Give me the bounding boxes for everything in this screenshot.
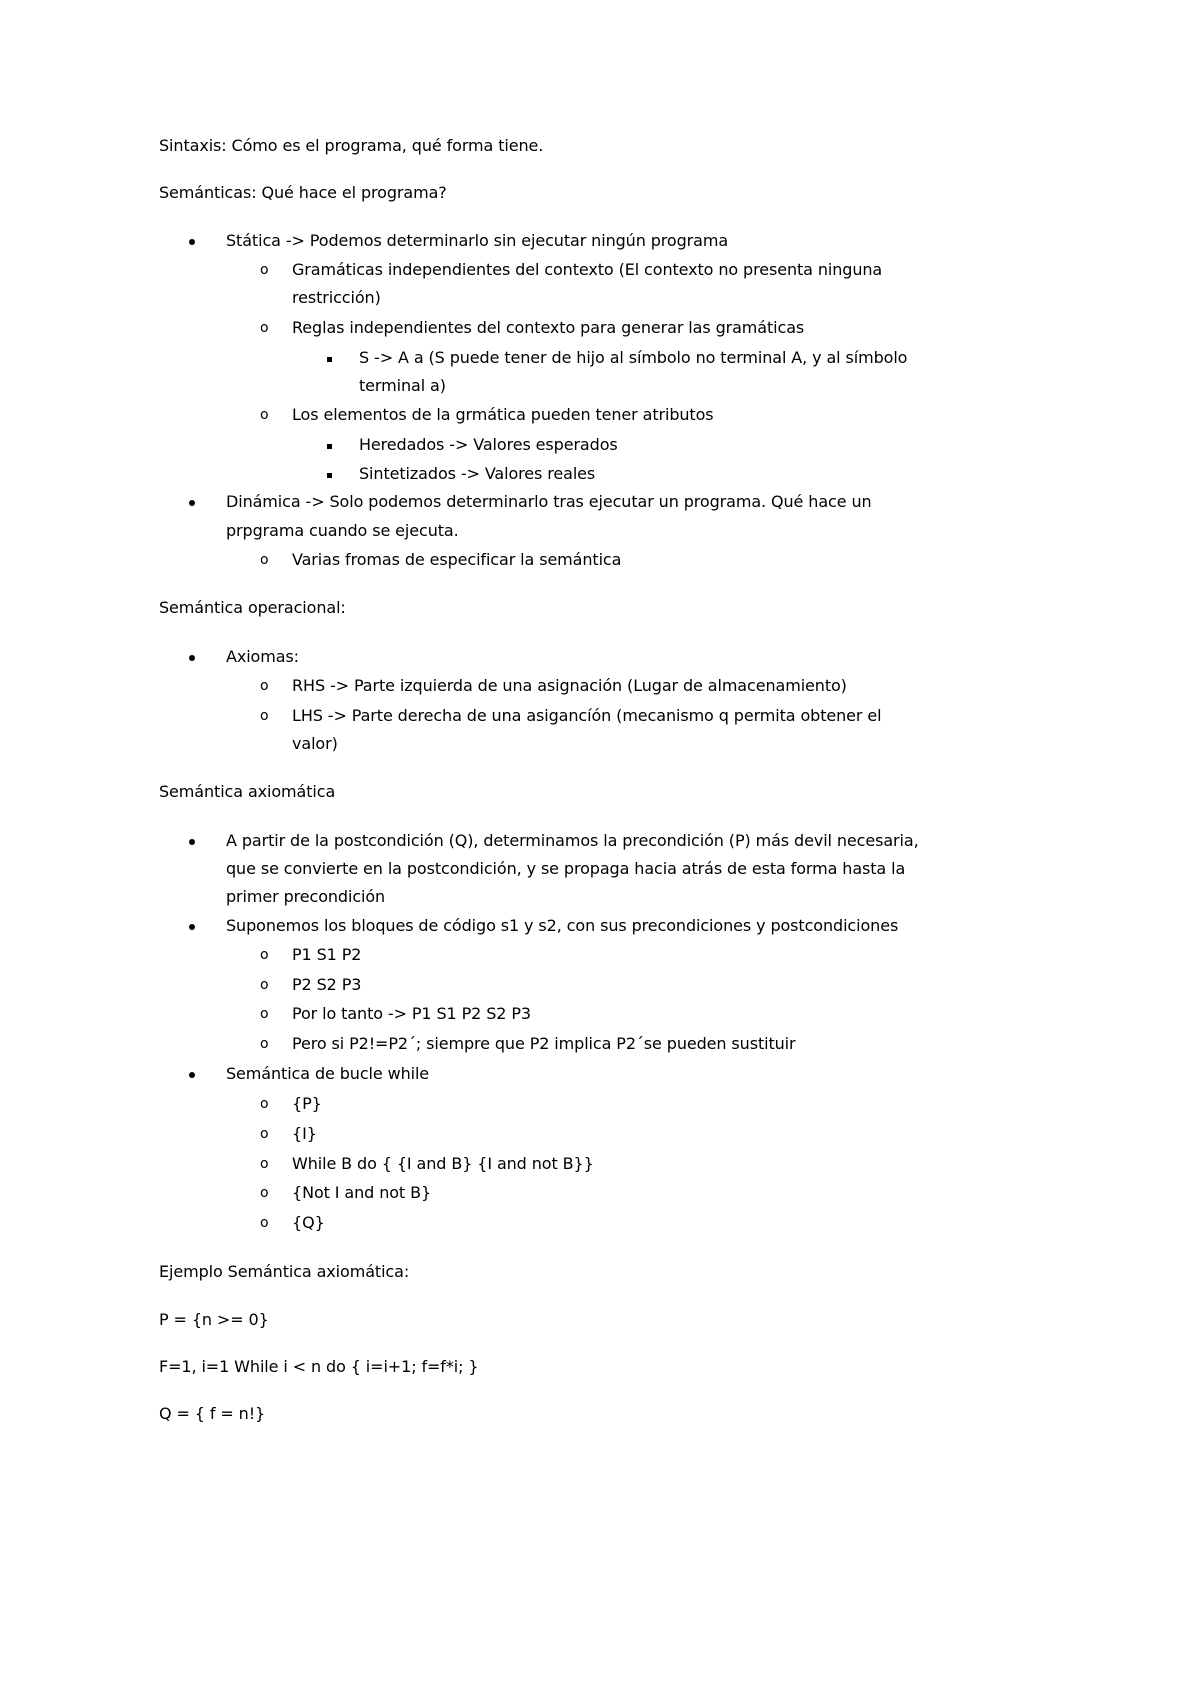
paragraph-code: F=1, i=1 While i < n do { i=i+1; f=f*i; }	[159, 1357, 479, 1376]
paragraph-sintaxis: Sintaxis: Cómo es el programa, qué forma tiene.	[159, 136, 544, 155]
list-item-p2s2p3: P2 S2 P3	[292, 975, 362, 994]
list-item-sa-line1: S -> A a (S puede tener de hijo al símbolo no terminal A, y al símbolo	[359, 348, 908, 367]
list-item-elementos: Los elementos de la grmática pueden tener atributos	[292, 405, 714, 424]
list-item-apartir-line3: primer precondición	[226, 887, 386, 906]
list-item-notI: {Not I and not B}	[292, 1183, 432, 1202]
bullet-dot-icon	[189, 231, 195, 251]
list-item-lhs-line2: valor)	[292, 734, 338, 753]
list-item-axiomas: Axiomas:	[226, 647, 299, 666]
bullet-circle-icon: o	[260, 947, 269, 963]
list-item-sintetizados: Sintetizados -> Valores reales	[359, 464, 596, 483]
bullet-dot-icon	[189, 831, 195, 851]
list-item-suponemos: Suponemos los bloques de código s1 y s2, con sus precondiciones y postcondiciones	[226, 916, 899, 935]
list-item-sa-line2: terminal a)	[359, 376, 446, 395]
list-item-i: {I}	[292, 1124, 317, 1143]
list-item-q: {Q}	[292, 1213, 325, 1232]
list-item-statica: Stática -> Podemos determinarlo sin ejecutar ningún programa	[226, 231, 729, 250]
list-item-lhs-line1: LHS -> Parte derecha de una asigancíón (mecanismo q permita obtener el	[292, 706, 882, 725]
paragraph-precondition: P = {n >= 0}	[159, 1310, 269, 1329]
list-item-portanto: Por lo tanto -> P1 S1 P2 S2 P3	[292, 1004, 531, 1023]
bullet-dot-icon	[189, 492, 195, 512]
bullet-square-icon	[327, 435, 332, 455]
bullet-dot-icon	[189, 916, 195, 936]
bullet-circle-icon: o	[260, 1215, 269, 1231]
list-item-varias: Varias fromas de especificar la semántica	[292, 550, 622, 569]
bullet-square-icon	[327, 348, 332, 368]
bullet-square-icon	[327, 464, 332, 484]
list-item-bucle: Semántica de bucle while	[226, 1064, 430, 1083]
bullet-circle-icon: o	[260, 708, 269, 724]
list-item-gramaticas-line2: restricción)	[292, 288, 381, 307]
bullet-circle-icon: o	[260, 1126, 269, 1142]
list-item-apartir-line1: A partir de la postcondición (Q), determinamos la precondición (P) más devil necesaria,	[226, 831, 919, 850]
bullet-circle-icon: o	[260, 1156, 269, 1172]
bullet-circle-icon: o	[260, 407, 269, 423]
bullet-circle-icon: o	[260, 320, 269, 336]
list-item-pero: Pero si P2!=P2´; siempre que P2 implica P2´se pueden sustituir	[292, 1034, 796, 1053]
list-item-gramaticas-line1: Gramáticas independientes del contexto (El contexto no presenta ninguna	[292, 260, 883, 279]
list-item-heredados: Heredados -> Valores esperados	[359, 435, 618, 454]
list-item-dinamica-line1: Dinámica -> Solo podemos determinarlo tras ejecutar un programa. Qué hace un	[226, 492, 872, 511]
list-item-reglas: Reglas independientes del contexto para generar las gramáticas	[292, 318, 805, 337]
paragraph-ejemplo: Ejemplo Semántica axiomática:	[159, 1262, 410, 1281]
bullet-circle-icon: o	[260, 1096, 269, 1112]
paragraph-operacional: Semántica operacional:	[159, 598, 346, 617]
bullet-dot-icon	[189, 1064, 195, 1084]
paragraph-postcondition: Q = { f = n!}	[159, 1404, 266, 1423]
bullet-circle-icon: o	[260, 1185, 269, 1201]
bullet-circle-icon: o	[260, 678, 269, 694]
paragraph-axiomatica: Semántica axiomática	[159, 782, 336, 801]
bullet-circle-icon: o	[260, 552, 269, 568]
bullet-circle-icon: o	[260, 1006, 269, 1022]
bullet-circle-icon: o	[260, 977, 269, 993]
paragraph-semanticas: Semánticas: Qué hace el programa?	[159, 183, 447, 202]
list-item-while: While B do { {I and B} {I and not B}}	[292, 1154, 594, 1173]
list-item-rhs: RHS -> Parte izquierda de una asignación (Lugar de almacenamiento)	[292, 676, 847, 695]
bullet-circle-icon: o	[260, 1036, 269, 1052]
bullet-dot-icon	[189, 647, 195, 667]
list-item-dinamica-line2: prpgrama cuando se ejecuta.	[226, 521, 459, 540]
list-item-apartir-line2: que se convierte en la postcondición, y se propaga hacia atrás de esta forma hasta la	[226, 859, 906, 878]
list-item-p: {P}	[292, 1094, 322, 1113]
bullet-circle-icon: o	[260, 262, 269, 278]
list-item-p1s1p2: P1 S1 P2	[292, 945, 362, 964]
